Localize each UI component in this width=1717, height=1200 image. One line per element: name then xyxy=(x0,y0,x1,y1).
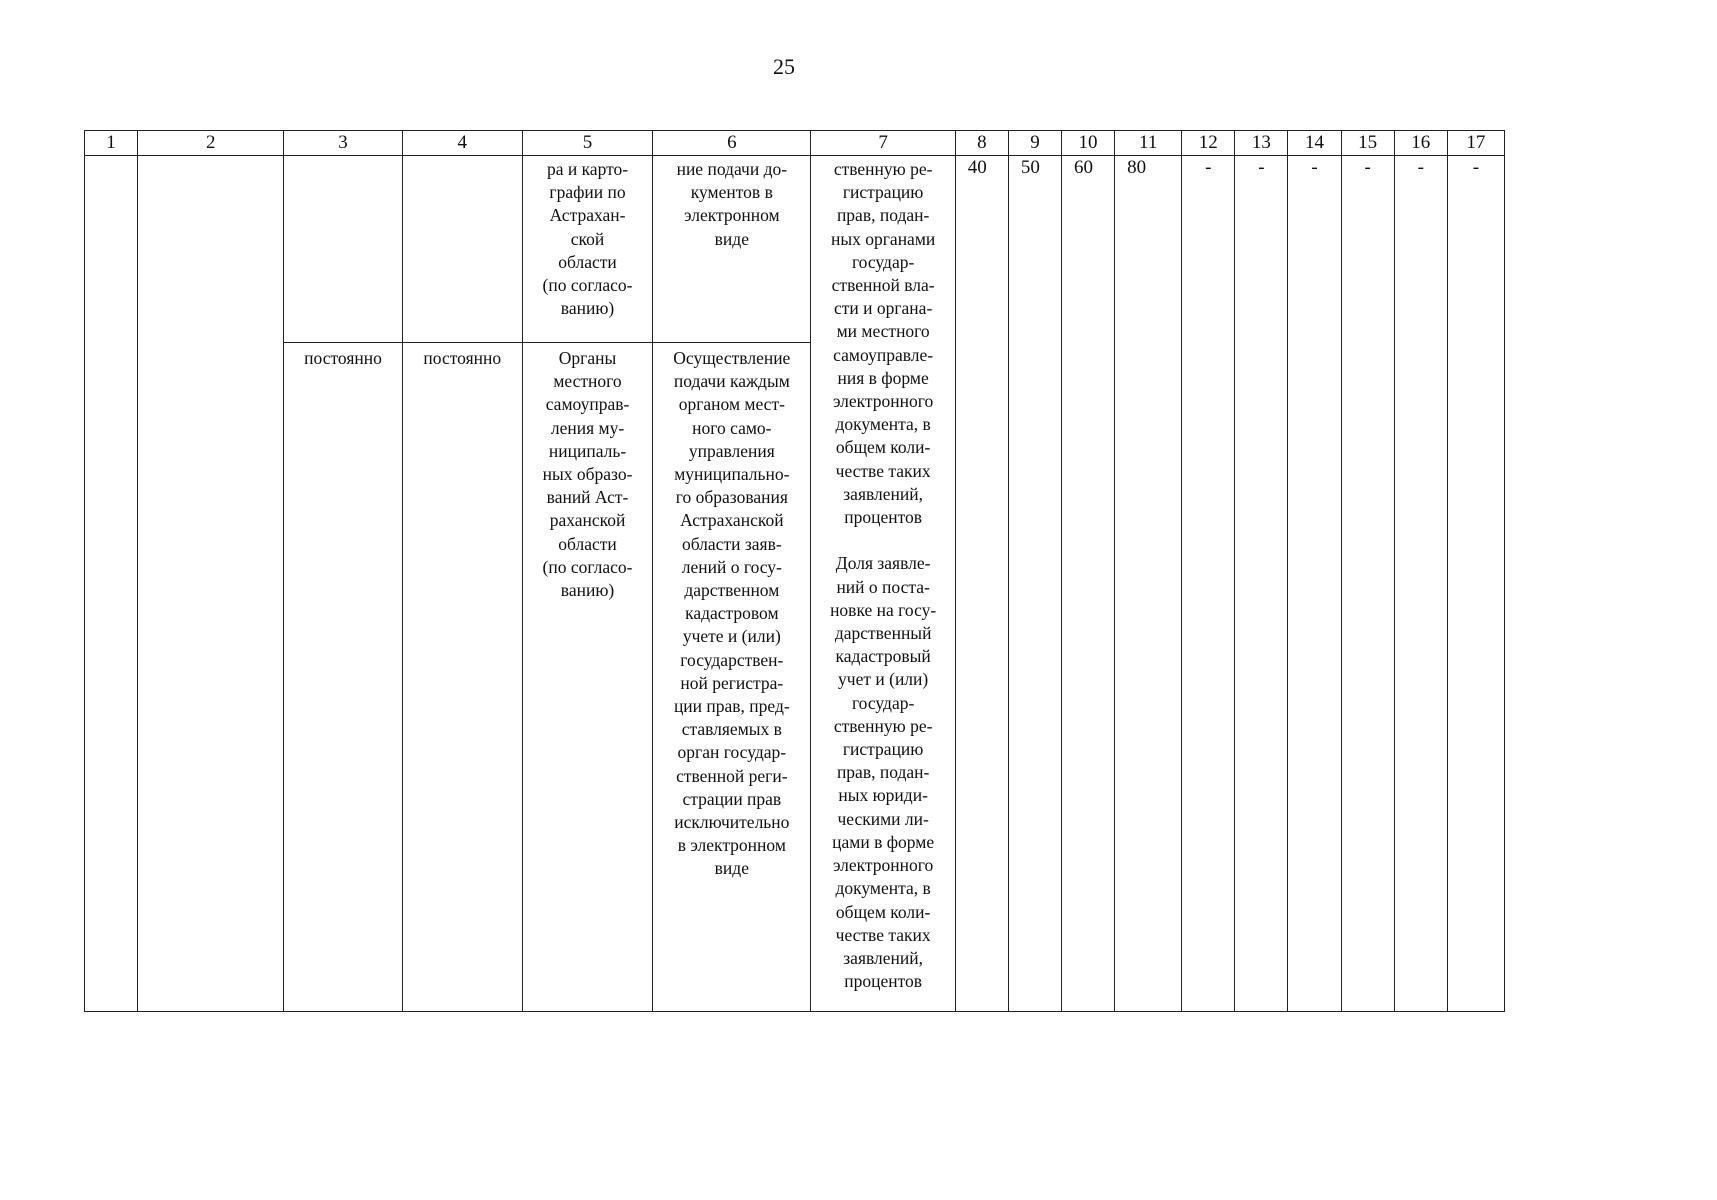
table-row-continued xyxy=(85,156,1505,343)
cell-col12 xyxy=(1182,156,1235,1012)
value-col13: - xyxy=(1258,157,1265,178)
cell-col9 xyxy=(1008,156,1061,1012)
column-number-7: 7 xyxy=(811,131,955,156)
cell-col11 xyxy=(1115,156,1182,1012)
cell-col3 xyxy=(284,343,402,1012)
cell-col10 xyxy=(1062,156,1115,1012)
value-col16: - xyxy=(1417,157,1424,178)
indicator-text: ственную ре- гистрацию прав, подан- ных органами государ- ственной вла- сти и органа- ми местного самоуправле- ния в форме электронного документа, в общем коли- честве таких заявлений, процентов Доля заявле- ний о поста- новке на госу- дарственный кадастровый учет и (или) государ- ственную ре- гистрацию прав, подан- ных юриди- ческими ли- цами в форме электронного документа, в общем коли- честве таких заявлений, процентов xyxy=(830,159,937,992)
column-number-4: 4 xyxy=(402,131,522,156)
value-col11: 80 xyxy=(1127,157,1147,178)
value-col8: 40 xyxy=(967,157,987,178)
column-number-13: 13 xyxy=(1235,131,1288,156)
column-number-12: 12 xyxy=(1182,131,1235,156)
column-number-17: 17 xyxy=(1447,131,1504,156)
value-col17: - xyxy=(1472,157,1480,178)
cell-col4 xyxy=(402,343,522,1012)
column-number-16: 16 xyxy=(1394,131,1447,156)
column-number-15: 15 xyxy=(1341,131,1394,156)
value-col12: - xyxy=(1205,157,1212,178)
value-col14: - xyxy=(1311,157,1318,178)
cell-col16 xyxy=(1394,156,1447,1012)
cell-col17 xyxy=(1447,156,1504,1012)
value-col9: 50 xyxy=(1020,157,1040,178)
page-number: 25 xyxy=(773,54,795,79)
column-number-3: 3 xyxy=(284,131,402,156)
cell-col6 xyxy=(653,343,811,1012)
result-text: Осуществление подачи каждым органом мест- ного само- управления муниципально- го образования Астраханской области заяв- лений о госу- дарственном кадастровом учете и (или) государствен- ной регистра- ции прав, пред- ставляемых в орган государ- ственной реги- страции прав исключительно в электронном виде xyxy=(673,348,791,879)
executor-text: Органы местного самоуправ- ления му- ниципаль- ных образо- ваний Аст- раханской области (по согласо- ванию) xyxy=(542,348,633,601)
header-row xyxy=(85,131,1505,156)
cell-col5 xyxy=(522,343,652,1012)
cell-col4-continued xyxy=(402,156,522,343)
cell-col13 xyxy=(1235,156,1288,1012)
column-number-10: 10 xyxy=(1062,131,1115,156)
cell-col3-continued xyxy=(284,156,402,343)
result-text-continued: ние подачи до- кументов в электронном виде xyxy=(676,159,788,249)
cell-col8 xyxy=(955,156,1008,1012)
end-term-text: постоянно xyxy=(423,348,502,368)
cell-col15 xyxy=(1341,156,1394,1012)
executor-text-continued: ра и карто- графии по Астрахан- ской области (по согласо- ванию) xyxy=(542,159,633,319)
column-number-14: 14 xyxy=(1288,131,1341,156)
column-number-1: 1 xyxy=(85,131,138,156)
column-number-5: 5 xyxy=(522,131,652,156)
column-number-2: 2 xyxy=(138,131,284,156)
cell-col1 xyxy=(85,156,138,1012)
cell-col5-continued xyxy=(522,156,652,343)
value-col15: - xyxy=(1364,157,1371,178)
data-table xyxy=(84,130,1505,1012)
column-number-8: 8 xyxy=(955,131,1008,156)
column-number-11: 11 xyxy=(1115,131,1182,156)
value-col10: 60 xyxy=(1074,157,1093,178)
start-term-text: постоянно xyxy=(304,348,382,368)
cell-col6-continued xyxy=(653,156,811,343)
column-number-9: 9 xyxy=(1008,131,1061,156)
cell-col14 xyxy=(1288,156,1341,1012)
cell-col2 xyxy=(138,156,284,1012)
column-number-6: 6 xyxy=(653,131,811,156)
cell-col7 xyxy=(811,156,955,1012)
